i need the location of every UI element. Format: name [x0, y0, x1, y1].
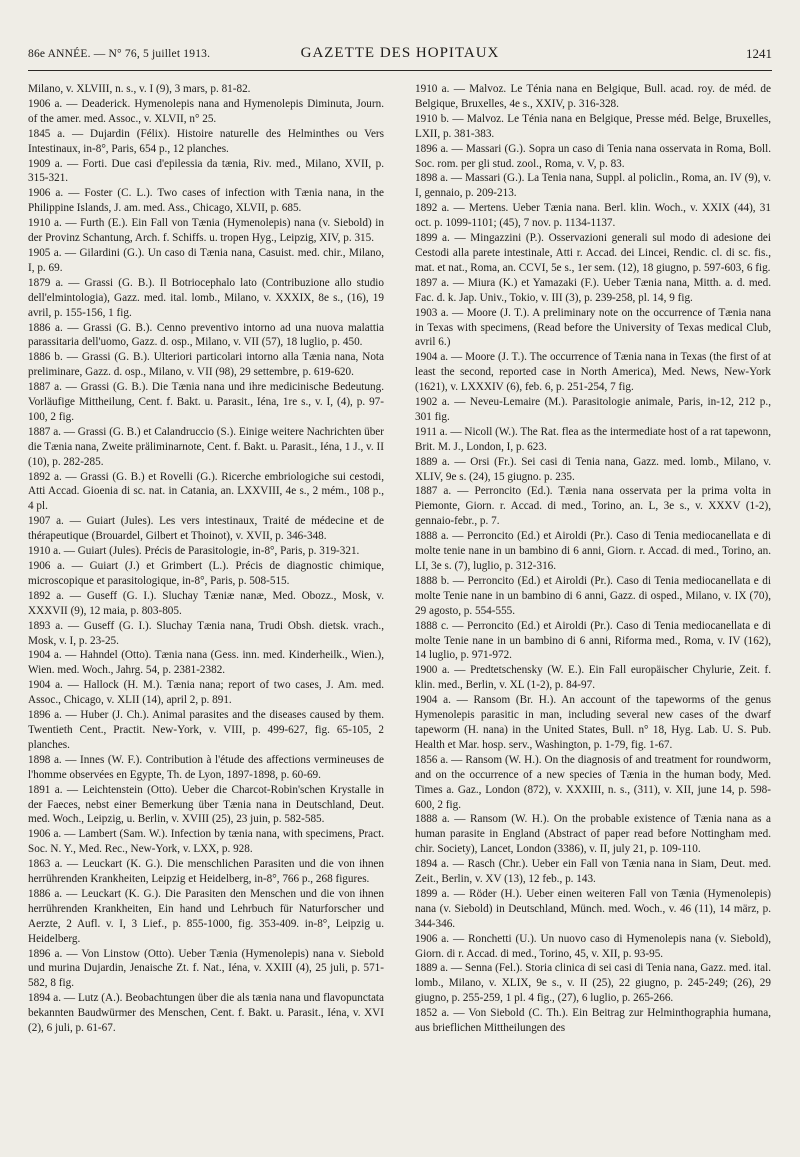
- bibliography-entry: 1905 a. — Gilardini (G.). Un caso di Tænia nana, Casuist. med. chir., Milano, I, p. 69.: [28, 246, 384, 274]
- bibliography-entry: 1902 a. — Neveu-Lemaire (M.). Parasitologie animale, Paris, in-12, 212 p., 301 fig.: [415, 396, 771, 423]
- bibliography-entry: 1904 a. — Ransom (Br. H.). An account of the tapeworms of the genus Hymenolepis parasitic in man, including several new cases of the dwarf tapeworm (H. nana) in the United States, Bull. n° 18, Hyg. Lab. U. S. Pub. Health et Mar. hosp. serv., Washington, p. 1-79, fig. 1-67.: [415, 694, 771, 751]
- bibliography-entry: 1888 b. — Perroncito (Ed.) et Airoldi (Pr.). Caso di Tenia mediocanellata e di molte Tenie nane in un bambino di 6 anni, Gazz. di osped., Milano, v. IX (70), 29 agosto, p. 554-555.: [415, 574, 771, 617]
- bibliography-entry: 1879 a. — Grassi (G. B.). Il Botriocephalo lato (Contribuzione allo studio dell'elmintologia), Gazz. med. ital. lomb., Milano, v. XXXIX, 8e s., (16), 19 avril, p. 155-156, 1 fig.: [28, 276, 384, 319]
- bibliography-entry: 1852 a. — Von Siebold (C. Th.). Ein Beitrag zur Helminthographia humana, aus brieflichen Mittheilungen des: [415, 1007, 771, 1035]
- bibliography-entry: 1892 a. — Mertens. Ueber Tænia nana. Berl. klin. Woch., v. XXIX (44), 31 oct. p. 1099-1101; (45), 7 nov. p. 1134-1137.: [415, 202, 771, 230]
- left-column: [28, 82, 384, 1036]
- bibliography-entry: 1897 a. — Miura (K.) et Yamazaki (F.). Ueber Tænia nana, Mitth. a. d. med. Fac. d. k. Jap. Univ., Tokio, v. III (3), p. 239-258, pl. 14, 9 fig.: [415, 276, 771, 304]
- bibliography-entry: 1891 a. — Leichtenstein (Otto). Ueber die Charcot-Robin'schen Krystalle in der Faeces, nebst einer Bemerkung über Tænia nana in Deutschland, Deut. med. Woch., Leipzig, u. Berlin, v. XVIII (25), 23 juin, p. 582-585.: [28, 783, 384, 826]
- bibliography-entry: 1889 a. — Senna (Fel.). Storia clinica di sei casi di Tenia nana, Gazz. med. ital. lomb., Milano, v. XLIX, 9e s., v. II (25), 22 giugno, p. 245-249; (26), 29 giugno, p. 255-259, 1 pl. 4 fig., (27), 6 luglio, p. 265-266.: [415, 962, 771, 1005]
- bibliography-entry: 1910 a. — Guiart (Jules). Précis de Parasitologie, in-8°, Paris, p. 319-321.: [28, 545, 360, 558]
- bibliography-entry: 1863 a. — Leuckart (K. G.). Die menschlichen Parasiten und die von ihnen herrührenden Krankheiten, Leipzig et Heidelberg, in-8°, 766 p., 268 figures.: [28, 858, 384, 886]
- page-number: 1241: [746, 46, 772, 61]
- bibliography-entry: 1906 a. — Foster (C. L.). Two cases of infection with Tænia nana, in the Philippine Islands, J. am. med. Ass., Chicago, XLVII, p. 685.: [28, 187, 384, 215]
- bibliography-entry: 1903 a. — Moore (J. T.). A preliminary note on the occurrence of Tænia nana in Texas with specimens, (Read before the University of Texas medical Club, avril 6.): [415, 306, 771, 349]
- bibliography-entry: 1904 a. — Moore (J. T.). The occurrence of Tænia nana in Texas (the first of at least the second, reported case in North America), Med. News, New-York (1621), v. LXXXIV (6), feb. 6, p. 251-254, 7 fig.: [415, 351, 771, 394]
- bibliography-entry: 1906 a. — Ronchetti (U.). Un nuovo caso di Hymenolepis nana (v. Siebold), Giorn. di r. Accad. di med., Torino, 45, v. XII, p. 93-95.: [415, 932, 771, 960]
- bibliography-entry: 1886 a. — Leuckart (K. G.). Die Parasiten den Menschen und die von ihnen herrührenden Krankheiten, Ein hand und Lehrbuch für Naturforscher und Aerzte, 2 Aufl. v. I, 3 Lief., p. 855-1000, fig. 353-409. in-8°, Leipzig u. Heidelberg.: [28, 887, 384, 945]
- right-column: [415, 82, 771, 1036]
- bibliography-entry: 1899 a. — Mingazzini (P.). Osservazioni generali sul modo di adesione dei Cestodi alla parete intestinale, Atti r. Accad. dei Lincei, Rendic. cl. di sc. fis., mat. et nat., Roma, an. CCVI, 5e s., 1er sem. (12), 18 giugno, p. 597-603, 6 fig.: [415, 232, 771, 274]
- bibliography-entry: 1888 a. — Perroncito (Ed.) et Airoldi (Pr.). Caso di Tenia mediocanellata e di molte tenie nane in un bambino di 6 anni, Giorn. r. Accad. di med., Torino, an. LI, 3e s. (7), luglio, p. 312-316.: [415, 530, 771, 572]
- bibliography-entry: 1910 a. — Malvoz. Le Ténia nana en Belgique, Bull. acad. roy. de méd. de Belgique, Bruxelles, 4e s., XXIV, p. 316-328.: [415, 83, 771, 110]
- bibliography-entry: 1888 c. — Perroncito (Ed.) et Airoldi (Pr.). Caso di Tenia mediocanellata e di molte Tenie nane in un bambino di 6 anni, Riforma med., Roma, v. IV (162), 14 luglio, p. 971-972.: [415, 619, 771, 662]
- bibliography-entry: 1904 a. — Hallock (H. M.). Tænia nana; report of two cases, J. Am. med. Assoc., Chicago, v. XLII (14), april 2, p. 891.: [28, 679, 384, 707]
- bibliography-entry: 1894 a. — Lutz (A.). Beobachtungen über die als tænia nana und flavopunctata bekannten Baudwürmer des Menschen, Cent. f. Bakt. u. Parasit., Iéna, v. XVI (2), 6 juli, p. 61-67.: [28, 992, 384, 1035]
- bibliography-entry: 1845 a. — Dujardin (Félix). Histoire naturelle des Helminthes ou Vers Intestinaux, in-8°, Paris, 654 p., 12 planches.: [28, 127, 384, 155]
- bibliography-entry: 1889 a. — Orsi (Fr.). Sei casi di Tenia nana, Gazz. med. lomb., Milano, v. XLIV, 9e s. (24), 15 giugno. p. 235.: [415, 455, 771, 483]
- bibliography-entry: 1892 a. — Grassi (G. B.) et Rovelli (G.). Ricerche embriologiche sui cestodi, Atti Accad. Gioenia di sc. nat. in Catania, an. LXXVIII, 4e s., 2 mém., 108 p., 4 pl.: [28, 470, 384, 513]
- bibliography-entry: 1887 a. — Grassi (G. B.). Die Tænia nana und ihre medicinische Bedeutung. Vorläufige Mittheilung, Cent. f. Bakt. u. Parasit., Iéna, 1re s., v. I, (4), p. 97-100, 2 fig.: [28, 381, 384, 423]
- page-header: [28, 40, 772, 71]
- bibliography-entry: 1899 a. — Röder (H.). Ueber einen weiteren Fall von Tænia (Hymenolepis) nana (v. Siebold) in Deutschland, Münch. med. Woch., v. 46 (11), 14 märz, p. 344-346.: [415, 887, 771, 930]
- bibliography-entry: 1893 a. — Guseff (G. I.). Sluchay Tænia nana, Trudi Obsh. dietsk. vrach., Mosk, v. I, p. 23-25.: [28, 619, 384, 647]
- bibliography-entry: 1886 a. — Grassi (G. B.). Cenno preventivo intorno ad una nuova malattia parassitaria dell'uomo, Gazz. d. osp., Milano, v. VII (57), 18 luglio, p. 450.: [28, 321, 384, 349]
- bibliography-entry: 1894 a. — Rasch (Chr.). Ueber ein Fall von Tænia nana in Siam, Deut. med. Zeit., Berlin, v. XV (13), 12 feb., p. 143.: [415, 858, 771, 886]
- bibliography-entry: 1887 a. — Perroncito (Ed.). Tænia nana osservata per la prima volta in Piemonte, Giorn. r. Accad. di med., Torino, an. L, 3e s., v. XXXV (1-2), gennaio-febr., p. 7.: [415, 485, 771, 528]
- bibliography-entry: 1896 a. — Massari (G.). Sopra un caso di Tenia nana osservata in Roma, Boll. Soc. rom. per gli stud. zool., Roma, v. V, p. 83.: [415, 142, 771, 170]
- journal-title: GAZETTE DES HOPITAUX: [300, 45, 500, 61]
- bibliography-entry: 1896 a. — Von Linstow (Otto). Ueber Tænia (Hymenolepis) nana v. Siebold und murina Dujardin, Jenaische Zt. f. Nat., Iéna, v. XXIII (4), 25 juli, p. 571-582, 8 fig.: [28, 947, 384, 990]
- bibliography-entry: 1900 a. — Predtetschensky (W. E.). Ein Fall europäischer Chylurie, Zeit. f. klin. med., Berlin, v. XL (1-2), p. 84-97.: [415, 664, 771, 692]
- bibliography-entry: 1887 a. — Grassi (G. B.) et Calandruccio (S.). Einige weitere Nachrichten über die Tænia nana, Zweite präliminarnote, Cent. f. Bakt. u. Parasit., Iéna, 1 J., v. II (10), p. 282-285.: [28, 425, 384, 468]
- bibliography-entry: 1888 a. — Ransom (W. H.). On the probable existence of Tænia nana as a human parasite in England (Abstract of paper read before Nottingham med. chir. Society), Lancet, London (3386), v. II, july 21, p. 109-110.: [415, 813, 771, 856]
- bibliography-entry: 1898 a. — Innes (W. F.). Contribution à l'étude des affections vermineuses de l'homme observées en Egypte, Th. de Lyon, 1897-1898, p. 60-69.: [28, 753, 384, 781]
- bibliography-entry: 1911 a. — Nicoll (W.). The Rat. flea as the intermediate host of a rat tapewonn, Brit. M. J., London, I, p. 623.: [415, 425, 771, 453]
- bibliography-entry: 1906 a. — Deaderick. Hymenolepis nana and Hymenolepis Diminuta, Journ. of the amer. med. Assoc., v. XLVII, n° 25.: [28, 97, 384, 125]
- bibliography-entry: 1898 a. — Massari (G.). La Tenia nana, Suppl. al policlin., Roma, an. IV (9), v. I, gennaio, p. 209-213.: [415, 172, 771, 200]
- bibliography-entry: 1906 a. — Lambert (Sam. W.). Infection by tænia nana, with specimens, Pract. Soc. N. Y., Med. Rec., New-York, v. LXX, p. 928.: [28, 828, 384, 856]
- bibliography-entry: Milano, v. XLVIII, n. s., v. I (9), 3 mars, p. 81-82.: [28, 83, 251, 95]
- bibliography-entry: 1904 a. — Hahndel (Otto). Tænia nana (Gess. inn. med. Kinderheilk., Wien.), Wien. med. Woch., Jahrg. 54, p. 2381-2382.: [28, 649, 384, 677]
- issue-info: 86e ANNÉE. — N° 76, 5 juillet 1913.: [28, 48, 211, 60]
- bibliography-entry: 1907 a. — Guiart (Jules). Les vers intestinaux, Traité de médecine et de thérapeutique (Brouardel, Gilbert et Thoinot), v. XVII, p. 346-348.: [28, 515, 384, 543]
- bibliography-entry: 1886 b. — Grassi (G. B.). Ulteriori particolari intorno alla Tænia nana, Nota preliminare, Gazz. d. osp., Milano, v. VII (98), 29 settembre, p. 619-620.: [28, 351, 384, 379]
- bibliography-entry: 1896 a. — Huber (J. Ch.). Animal parasites and the diseases caused by them. Twentieth Cent., Practit. New-York, v. VIII, p. 499-627, fig. 65-105, 2 planches.: [28, 709, 384, 751]
- bibliography-entry: 1910 a. — Furth (E.). Ein Fall von Tænia (Hymenolepis) nana (v. Siebold) in der Provinz Schantung, Arch. f. Schiffs. u. tropen Hyg., Leipzig, XIV, p. 315.: [28, 217, 384, 245]
- bibliography-entry: 1892 a. — Guseff (G. I.). Sluchay Tæniæ nanæ, Med. Obozz., Mosk, v. XXXVII (9), 12 maia, p. 803-805.: [28, 589, 384, 617]
- bibliography-entry: 1909 a. — Forti. Due casi d'epilessia da tænia, Riv. med., Milano, XVII, p. 315-321.: [28, 157, 384, 185]
- bibliography-entry: 1906 a. — Guiart (J.) et Grimbert (L.). Précis de diagnostic chimique, microscopique et parasitologique, in-8°, Paris, p. 508-515.: [28, 560, 384, 587]
- bibliography-entry: 1910 b. — Malvoz. Le Ténia nana en Belgique, Presse méd. Belge, Bruxelles, LXII, p. 381-383.: [415, 112, 771, 140]
- bibliography-entry: 1856 a. — Ransom (W. H.). On the diagnosis of and treatment for roundworm, and on the occurrence of a new species of Tænia in the human body, Med. Times a. Gaz., London (872), v. XXXIII, n. s., (311), v. XII, june 14, p. 598-600, 2 fig.: [415, 753, 771, 811]
